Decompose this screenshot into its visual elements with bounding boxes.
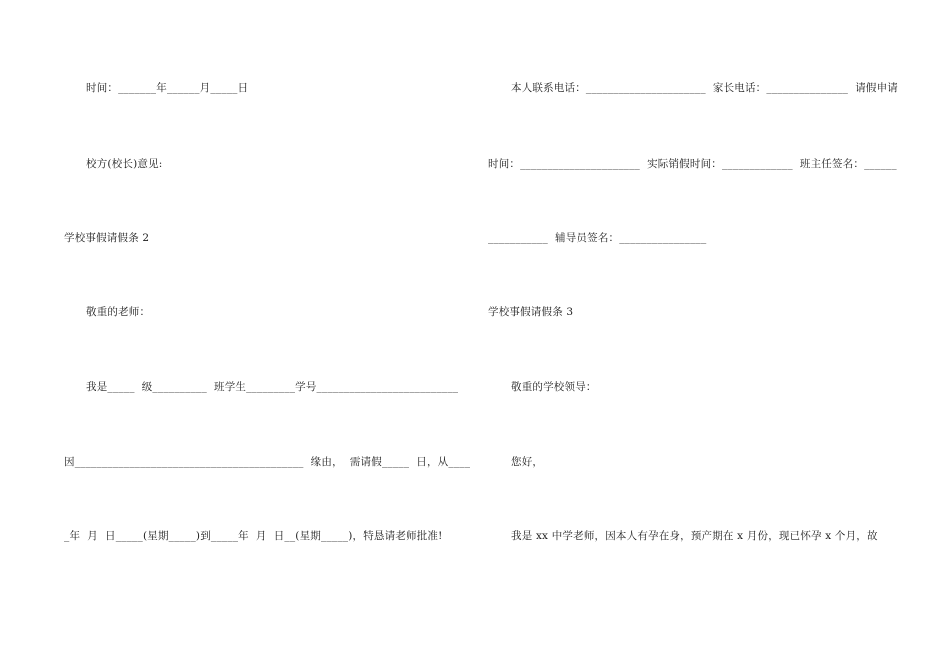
form-2-title: 学校事假请假条 2 <box>64 232 150 244</box>
reason-line: 因__________________________________________ 缘由， 需请假_____ 日，从____ <box>64 456 471 468</box>
phone-line: 本人联系电话：______________________ 家长电话：_______________ 请假申请 <box>511 82 898 94</box>
right-column <box>475 0 950 672</box>
greeting-teacher: 敬重的老师： <box>86 306 151 318</box>
time-signature-line: 时间：______________________ 实际销假时间：_____________ 班主任签名：______ <box>488 158 897 170</box>
date-line: 时间：_______年______月_____日 <box>86 82 249 94</box>
period-line: _年 月 日_____(星期_____)到_____年 月 日__(星期_____)，特恳请老师批准! <box>64 530 443 542</box>
greeting-leader: 敬重的学校领导： <box>511 381 597 393</box>
student-info-line: 我是_____ 级__________ 班学生_________学号__________________________ <box>86 381 459 393</box>
hello-line: 您好， <box>511 456 544 468</box>
body-line: 我是 xx 中学老师，因本人有孕在身，预产期在 x 月份，现已怀孕 x 个月，故 <box>511 530 878 542</box>
form-3-title: 学校事假请假条 3 <box>488 306 574 318</box>
school-opinion-label: 校方(校长)意见: <box>86 158 163 170</box>
counselor-signature-line: ___________ 辅导员签名：________________ <box>488 232 707 244</box>
